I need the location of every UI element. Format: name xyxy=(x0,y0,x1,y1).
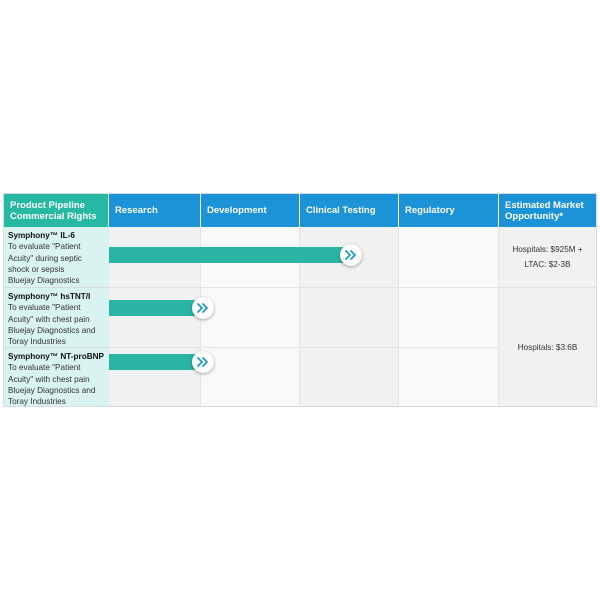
stage-cell xyxy=(399,348,499,406)
product-description: To evaluate "Patient Acuity" with chest pain xyxy=(8,303,90,324)
header-clinical-testing: Clinical Testing xyxy=(300,194,399,227)
stage-cell xyxy=(201,348,300,406)
product-rights: Bluejay Diagnostics xyxy=(8,276,80,286)
market-line: Hospitals: $3.6B xyxy=(517,342,578,352)
progress-bar-hstnt xyxy=(109,300,203,316)
stage-cell xyxy=(109,288,201,348)
market-line: LTAC: $2-3B xyxy=(524,260,571,269)
product-rights: Bluejay Diagnostics and Toray Industries xyxy=(8,325,96,347)
market-line: Hospitals: $925M + xyxy=(512,245,583,254)
product-row-il6 xyxy=(4,227,109,288)
double-chevron-right-icon xyxy=(340,244,362,266)
product-rights: Bluejay Diagnostics and Toray Industries xyxy=(8,385,96,407)
stage-cell xyxy=(201,288,300,348)
product-name: Symphony™ NT-proBNP xyxy=(8,352,104,361)
market-opportunity-cardiac xyxy=(499,288,596,406)
header-regulatory: Regulatory xyxy=(399,194,499,227)
product-row-hstnt xyxy=(4,288,109,348)
header-market-opportunity: Estimated Market Opportunity* xyxy=(499,194,596,227)
double-chevron-right-icon xyxy=(192,297,214,319)
stage-cell xyxy=(399,288,499,348)
product-description: To evaluate "Patient Acuity" with chest pain xyxy=(8,363,90,384)
header-development: Development xyxy=(201,194,300,227)
product-pipeline-table xyxy=(3,193,597,407)
header-research: Research xyxy=(109,194,201,227)
progress-bar-il6 xyxy=(109,247,351,263)
header-product-pipeline: Product Pipeline Commercial Rights xyxy=(4,194,109,227)
product-name: Symphony™ IL-6 xyxy=(8,231,75,240)
stage-cell xyxy=(300,288,399,348)
product-description: To evaluate "Patient Acuity" during septic shock or sepsis xyxy=(8,242,82,274)
product-name: Symphony™ hsTNT/I xyxy=(8,292,91,301)
market-opportunity-il6 xyxy=(499,227,596,288)
double-chevron-right-icon xyxy=(192,351,214,373)
stage-cell xyxy=(399,227,499,288)
stage-cell xyxy=(300,348,399,406)
product-row-ntprobnp xyxy=(4,348,109,406)
progress-bar-ntprobnp xyxy=(109,354,203,370)
